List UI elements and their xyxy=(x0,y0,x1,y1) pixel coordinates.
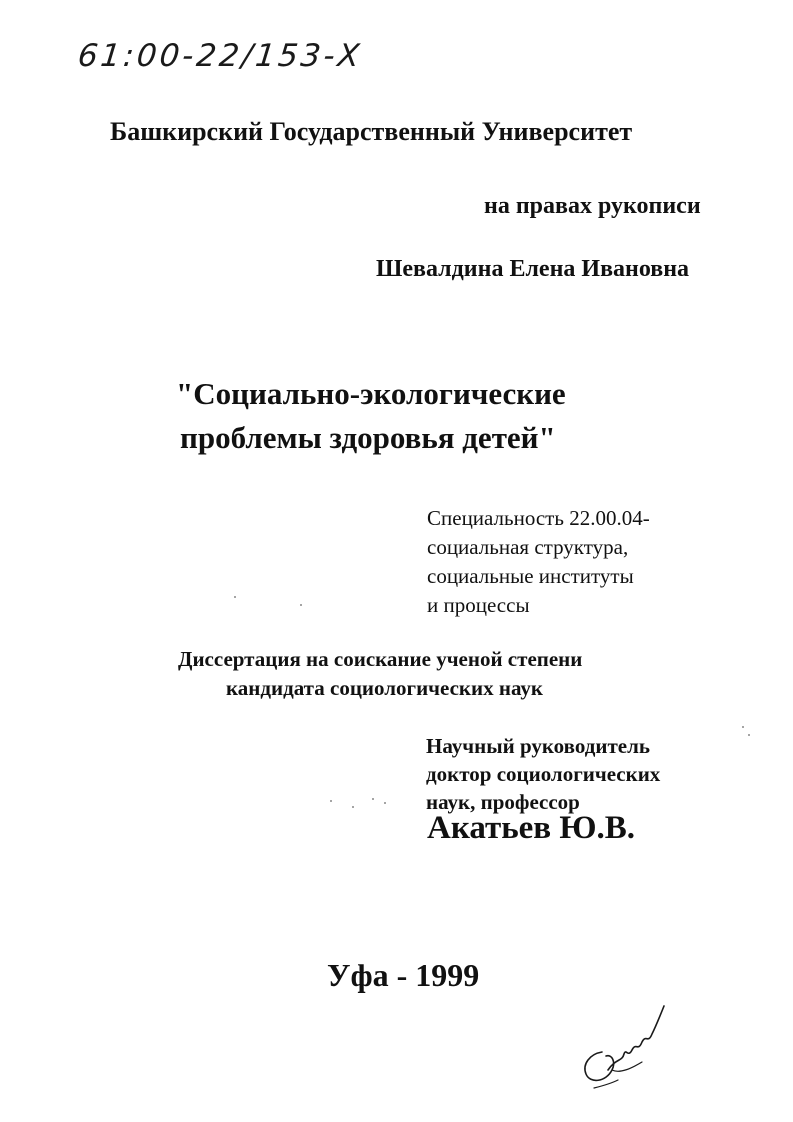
specialty-line-2: социальная структура, xyxy=(427,535,629,559)
university-name: Башкирский Государственный Университет xyxy=(110,117,633,146)
scan-speck xyxy=(300,604,302,606)
title-line-2: проблемы здоровья детей" xyxy=(180,420,556,455)
specialty-line-3: социальные институты xyxy=(427,564,634,588)
scan-speck xyxy=(748,734,750,736)
supervisor-line-3: наук, профессор xyxy=(426,790,580,814)
scan-speck xyxy=(742,726,744,728)
scan-speck xyxy=(234,596,236,598)
supervisor-line-2: доктор социологических xyxy=(426,762,661,786)
scan-speck xyxy=(330,800,332,802)
archive-stamp: 61:00-22/153-Х xyxy=(76,38,364,74)
supervisor-name: Акатьев Ю.В. xyxy=(427,810,636,846)
specialty-line-4: и процессы xyxy=(427,593,530,617)
dissertation-title xyxy=(176,372,696,460)
supervisor-line-1: Научный руководитель xyxy=(426,734,650,758)
supervisor-block xyxy=(426,732,660,816)
manuscript-note: на правах рукописи xyxy=(484,193,701,219)
scan-speck xyxy=(352,806,354,808)
specialty-line-1: Специальность 22.00.04- xyxy=(427,506,650,530)
title-line-1: "Социально-экологические xyxy=(176,376,566,411)
dissertation-degree xyxy=(0,645,793,703)
degree-line-1: Диссертация на соискание ученой степени xyxy=(178,647,583,671)
author-name: Шевалдина Елена Ивановна xyxy=(376,256,690,282)
specialty-block xyxy=(427,504,650,620)
handwritten-signature xyxy=(572,992,682,1092)
scan-speck xyxy=(384,802,386,804)
city-year: Уфа - 1999 xyxy=(327,957,480,993)
degree-line-2: кандидата социологических наук xyxy=(226,676,543,700)
scan-speck xyxy=(372,798,374,800)
